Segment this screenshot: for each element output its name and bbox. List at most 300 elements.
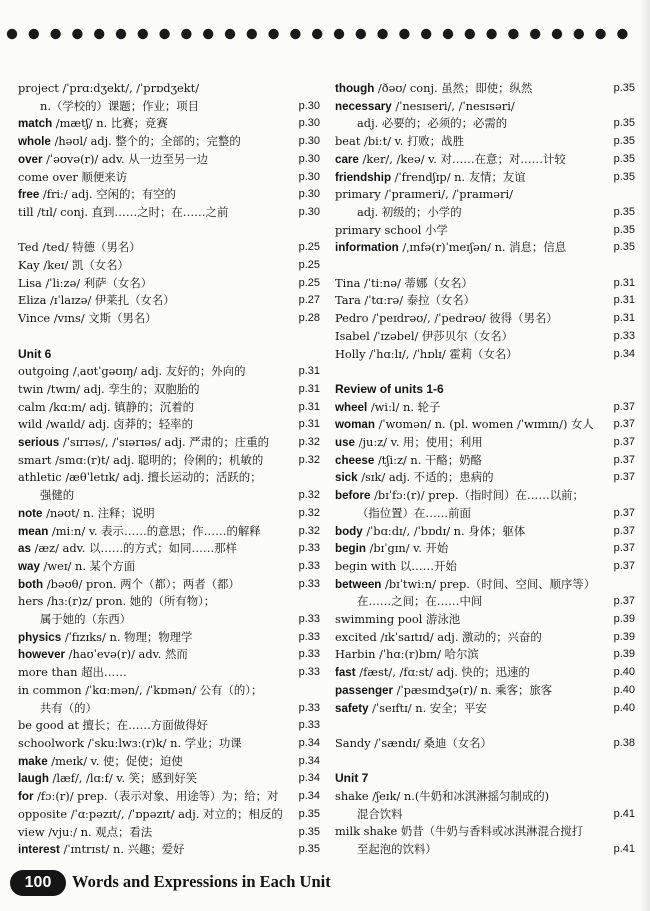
entry-definition-continued: 在……之间；在……中间	[357, 594, 483, 609]
entry-headword: Ted	[18, 240, 39, 255]
glossary-entry	[18, 133, 320, 151]
glossary-entry	[18, 275, 320, 293]
binding-hole	[203, 29, 213, 39]
glossary-entry	[18, 576, 320, 594]
entry-definition: /ˈliːzə/ 利萨（女名）	[45, 275, 153, 290]
entry-definition-continued: adj. 必要的；必须的；必需的	[357, 116, 508, 131]
entry-definition-continued: 共有（的）	[40, 700, 97, 715]
entry-definition: /læf/, /lɑːf/ v. 笑；感到好笑	[52, 771, 197, 786]
glossary-entry	[335, 523, 635, 541]
entry-definition: /ˈfɪzɪks/ n. 物理；物理学	[64, 629, 193, 644]
entry-page-reference: p.37	[613, 418, 635, 431]
binding-hole	[138, 29, 148, 39]
entry-page-reference: p.32	[298, 524, 320, 537]
entry-page-reference: p.35	[613, 152, 635, 165]
binding-hole	[94, 29, 104, 39]
entry-page-reference: p.33	[298, 701, 320, 714]
entry-page-reference: p.37	[613, 506, 635, 519]
entry-headword: primary school	[335, 222, 422, 237]
entry-definition: /ˈɪntrɪst/ n. 兴趣；爱好	[63, 842, 185, 857]
entry-headword: swimming pool	[335, 612, 423, 627]
glossary-entry	[18, 540, 320, 558]
glossary-entry	[335, 275, 635, 293]
entry-definition: /ˈseɪftɪ/ n. 安全；平安	[372, 700, 487, 715]
entry-definition: /sɪk/ adj. 不适的；患病的	[361, 470, 494, 485]
entry-definition: /ɪkˈsaɪtɪd/ adj. 激动的；兴奋的	[380, 629, 542, 644]
section-spacer	[335, 363, 635, 381]
entry-headword: twin	[18, 381, 44, 396]
entry-page-reference: p.33	[298, 542, 320, 555]
entry-headword: till	[18, 204, 34, 219]
entry-page-reference: p.31	[298, 418, 320, 431]
glossary-entry	[18, 523, 320, 541]
glossary-entry	[335, 823, 635, 858]
binding-hole	[225, 29, 235, 39]
section-spacer	[335, 717, 635, 735]
entry-headword: beat	[335, 134, 361, 149]
glossary-entry	[335, 416, 635, 434]
glossary-entry	[335, 222, 635, 240]
entry-definition: /nəʊt/ n. 注释；说明	[46, 505, 155, 520]
entry-definition: 擅长；在……方面做得好	[82, 718, 208, 733]
entry-headword: athletic	[18, 470, 62, 485]
glossary-entry	[335, 169, 635, 187]
entry-definition: /wiːl/ n. 轮子	[370, 399, 441, 414]
entry-page-reference: p.40	[613, 666, 635, 679]
binding-hole	[290, 29, 300, 39]
entry-page-reference: p.37	[613, 542, 635, 555]
glossary-entry	[335, 452, 635, 470]
entry-definition: /ɪˈlaɪzə/ 伊莱扎（女名）	[50, 293, 175, 308]
binding-hole	[72, 29, 82, 39]
glossary-entry	[18, 239, 320, 257]
entry-page-reference: p.25	[298, 259, 320, 272]
entry-headword: Holly	[335, 346, 366, 361]
glossary-entry	[18, 292, 320, 310]
entry-definition: /miːn/ v. 表示……的意思；作……的解释	[51, 523, 261, 538]
entry-page-reference: p.30	[298, 99, 320, 112]
entry-definition: /ʃeɪk/ n.(牛奶和冰淇淋摇匀制成的)	[372, 789, 550, 804]
entry-page-reference: p.34	[298, 736, 320, 749]
entry-page-reference: p.33	[298, 666, 320, 679]
entry-definition: /ˈfrendʃɪp/ n. 友情；友谊	[394, 169, 526, 184]
entry-headword: laugh	[18, 772, 49, 786]
binding-hole	[399, 29, 409, 39]
binding-holes-graphic	[0, 18, 650, 46]
section-spacer	[18, 328, 320, 346]
left-column	[18, 80, 320, 859]
binding-hole	[530, 29, 540, 39]
entry-definition-continued: （指位置）在……前面	[357, 505, 471, 520]
entry-page-reference: p.37	[613, 595, 635, 608]
entry-page-reference: p.33	[613, 329, 635, 342]
binding-hole	[50, 29, 60, 39]
entry-definition: 以……开始	[399, 558, 457, 573]
entry-definition: /ˈtɑːrə/ 泰拉（女名）	[364, 293, 476, 308]
binding-hole	[159, 29, 169, 39]
entry-definition: /weɪ/ n. 某个方面	[43, 558, 136, 573]
glossary-entry	[335, 151, 635, 169]
entry-page-reference: p.34	[298, 772, 320, 785]
binding-hole	[617, 29, 627, 39]
entry-definition-continued: 属于她的（东西）	[40, 612, 132, 627]
entry-headword: more than	[18, 665, 78, 680]
entry-definition: /ˈprɑːdʒekt/, /ˈprɒdʒekt/	[62, 81, 200, 95]
entry-page-reference: p.30	[298, 117, 320, 130]
entry-page-reference: p.35	[613, 241, 635, 254]
glossary-entry	[18, 753, 320, 771]
entry-page-reference: p.30	[298, 188, 320, 201]
glossary-entry	[18, 204, 320, 222]
entry-page-reference: p.37	[613, 524, 635, 537]
entry-page-reference: p.38	[613, 736, 635, 749]
entry-definition: /bɪˈfɔː(r)/ prep.（指时间）在……以前；	[374, 488, 584, 503]
binding-hole	[508, 29, 518, 39]
glossary-entry	[335, 328, 635, 346]
entry-page-reference: p.37	[613, 471, 635, 484]
binding-hole	[421, 29, 431, 39]
glossary-entry	[335, 346, 635, 364]
entry-definition: /ˈsændɪ/ 桑迪（女名）	[374, 735, 492, 750]
glossary-entry	[18, 452, 320, 470]
glossary-entry	[335, 611, 635, 629]
entry-page-reference: p.39	[613, 630, 635, 643]
glossary-entry	[18, 186, 320, 204]
entry-page-reference: p.39	[613, 613, 635, 626]
entry-headword: hers	[18, 594, 44, 609]
entry-page-reference: p.30	[298, 135, 320, 148]
glossary-entry	[335, 239, 635, 257]
entry-page-reference: p.31	[298, 400, 320, 413]
entry-definition-continued: 强健的	[40, 488, 75, 503]
glossary-entry	[18, 80, 320, 115]
entry-definition: /ðəʊ/ conj. 虽然；即使；纵然	[377, 81, 533, 95]
entry-definition: /friː/ adj. 空闲的；有空的	[42, 187, 176, 202]
entry-definition: /ˈtiːnə/ 蒂娜（女名）	[364, 275, 473, 290]
entry-headword: safety	[335, 701, 369, 715]
binding-hole	[334, 29, 344, 39]
entry-headword: whole	[18, 135, 51, 149]
glossary-entry	[335, 487, 635, 522]
entry-page-reference: p.33	[298, 630, 320, 643]
entry-page-reference: p.35	[298, 843, 320, 856]
glossary-entry	[18, 505, 320, 523]
entry-page-reference: p.37	[613, 453, 635, 466]
spiral-binding-holes	[0, 18, 650, 46]
entry-definition: /smɑː(r)t/ adj. 聪明的；伶俐的；机敏的	[55, 452, 264, 467]
entry-headword: friendship	[335, 170, 392, 184]
entry-definition: /biːt/ v. 打败；战胜	[364, 134, 464, 149]
glossary-entry	[18, 646, 320, 664]
glossary-entry	[18, 151, 320, 169]
entry-page-reference: p.33	[298, 648, 320, 661]
entry-headword: Harbin	[335, 647, 376, 662]
entry-page-reference: p.35	[613, 170, 635, 183]
entry-headword: for	[18, 790, 34, 804]
entry-definition: /ˈpæsɪndʒə(r)/ n. 乘客；旅客	[396, 682, 553, 697]
entry-page-reference: p.35	[613, 117, 635, 130]
entry-page-reference: p.32	[298, 436, 320, 449]
glossary-entry	[335, 700, 635, 718]
glossary-entry	[18, 434, 320, 452]
entry-page-reference: p.37	[613, 559, 635, 572]
glossary-entry	[18, 806, 320, 824]
entry-headword: fast	[335, 666, 356, 680]
entry-headword: however	[18, 648, 66, 662]
entry-definition: /ˈkɑːmən/, /ˈkɒmən/ 公有（的）；	[85, 682, 263, 697]
binding-hole	[7, 29, 17, 39]
binding-hole	[486, 29, 496, 39]
entry-headword: Isabel	[335, 328, 370, 343]
entry-headword: excited	[335, 629, 377, 644]
entry-headword: body	[335, 524, 363, 538]
entry-definition: /ˈhɑː(r)bɪn/ 哈尔滨	[379, 647, 479, 662]
entry-headword: calm	[18, 399, 46, 414]
entry-definition: /bɪˈtwiːn/ prep.（时间、空间、顺序等）	[385, 576, 596, 591]
glossary-entry	[18, 558, 320, 576]
entry-definition: /juːz/ v. 用；使用；利用	[358, 435, 483, 450]
entry-page-reference: p.33	[298, 559, 320, 572]
entry-headword: interest	[18, 843, 60, 857]
glossary-entry	[335, 646, 635, 664]
entry-definition: 游泳池	[426, 612, 461, 627]
entry-page-reference: p.37	[613, 400, 635, 413]
entry-definition: /ˈəʊvə(r)/ adv. 从一边至另一边	[46, 151, 209, 166]
entry-headword: match	[18, 117, 53, 131]
entry-headword: cheese	[335, 453, 375, 467]
entry-headword: Eliza	[18, 293, 47, 308]
entry-headword: view	[18, 824, 45, 839]
entry-definition: /æz/ adv. 以……的方式；如同……那样	[34, 541, 238, 556]
glossary-entry	[335, 576, 635, 611]
binding-hole	[356, 29, 366, 39]
entry-page-reference: p.33	[298, 577, 320, 590]
glossary-entry	[18, 363, 320, 381]
entry-page-reference: p.40	[613, 701, 635, 714]
entry-definition: /vjuː/ n. 观点；看法	[48, 824, 153, 839]
entry-definition: /meɪk/ v. 使；促使；迫使	[51, 753, 183, 768]
entry-definition: /fæst/, /fɑːst/ adj. 快的；迅速的	[359, 665, 530, 680]
glossary-entry	[335, 133, 635, 151]
entry-headword: begin with	[335, 558, 397, 573]
glossary-entry	[18, 169, 320, 187]
page-number-badge: 100	[10, 870, 66, 896]
glossary-entry	[18, 593, 320, 628]
glossary-entry	[18, 115, 320, 133]
entry-headword: Kay	[18, 258, 40, 273]
unit-heading: Unit 6	[18, 346, 52, 361]
glossary-entry	[18, 469, 320, 504]
entry-headword: use	[335, 436, 355, 450]
entry-page-reference: p.31	[613, 312, 635, 325]
entry-definition: /ˈhɑːlɪ/, /ˈhɒlɪ/ 霍莉（女名）	[369, 346, 518, 361]
glossary-entry	[335, 292, 635, 310]
entry-definition: 超出……	[81, 665, 127, 680]
entry-headword: though	[335, 82, 375, 95]
entry-definition: /ted/ 特德（男名）	[42, 240, 141, 255]
entry-headword: note	[18, 506, 43, 520]
entry-headword: milk shake	[335, 824, 398, 839]
entry-page-reference: p.34	[298, 754, 320, 767]
entry-page-reference: p.33	[298, 613, 320, 626]
entry-headword: schoolwork	[18, 735, 84, 750]
entry-headword: necessary	[335, 99, 392, 113]
glossary-entry	[18, 257, 320, 275]
entry-headword: care	[335, 152, 359, 166]
entry-headword: make	[18, 754, 48, 768]
binding-hole	[595, 29, 605, 39]
binding-hole	[181, 29, 191, 39]
glossary-entry	[335, 664, 635, 682]
entry-headword: opposite	[18, 806, 68, 821]
entry-headword: over	[18, 152, 43, 166]
entry-headword: Sandy	[335, 735, 371, 750]
entry-definition: /fɔː(r)/ prep.（表示对象、用途等）为；给；对	[37, 789, 279, 804]
entry-headword: free	[18, 188, 40, 202]
entry-headword: woman	[335, 418, 375, 432]
glossary-entry	[335, 399, 635, 417]
section-spacer	[335, 257, 635, 275]
entry-page-reference: p.31	[613, 294, 635, 307]
entry-definition: /ˌaʊtˈgəʊɪŋ/ adj. 友好的；外向的	[72, 364, 246, 379]
glossary-entry	[18, 770, 320, 788]
entry-definition: /mætʃ/ n. 比赛；竞赛	[55, 116, 168, 131]
entry-headword: before	[335, 489, 371, 503]
entry-headword: Lisa	[18, 275, 42, 290]
glossary-entry	[18, 664, 320, 682]
glossary-entry	[335, 434, 635, 452]
binding-hole	[552, 29, 562, 39]
entry-page-reference: p.33	[298, 719, 320, 732]
entry-definition-continued: 至起泡的饮料）	[357, 842, 437, 857]
entry-definition: /ˈpraɪmeri/, /ˈpraɪməri/	[384, 187, 513, 202]
entry-page-reference: p.25	[298, 241, 320, 254]
entry-page-reference: p.39	[613, 648, 635, 661]
entry-page-reference: p.41	[613, 843, 635, 856]
binding-hole	[443, 29, 453, 39]
entry-definition: /ˈwʊmən/ n. (pl. women /ˈwɪmɪn/) 女人	[378, 417, 594, 432]
entry-definition: 顺便来访	[81, 169, 128, 184]
glossary-entry	[18, 416, 320, 434]
entry-page-reference: p.28	[298, 312, 320, 325]
entry-headword: both	[18, 577, 44, 591]
entry-page-reference: p.35	[613, 223, 635, 236]
entry-definition-continued: 混合饮料	[357, 806, 403, 821]
glossary-entry	[18, 381, 320, 399]
binding-hole	[268, 29, 278, 39]
binding-hole	[247, 29, 257, 39]
entry-definition: /tʃiːz/ n. 干酪；奶酪	[377, 452, 482, 467]
entry-definition: 小学	[425, 222, 448, 237]
entry-definition: /ˈɪzəbel/ 伊莎贝尔（女名）	[373, 328, 514, 343]
unit-heading: Unit 7	[335, 771, 369, 786]
entry-headword: Pedro	[335, 311, 369, 326]
binding-hole	[116, 29, 126, 39]
entry-definition: /twɪn/ adj. 孪生的；双胞胎的	[46, 381, 200, 396]
entry-definition: /kɑːm/ adj. 镇静的；沉着的	[49, 399, 194, 414]
entry-definition: /ˈɑːpəzɪt/, /ˈɒpəzɪt/ adj. 对立的；相反的	[70, 806, 283, 821]
entry-headword: be good at	[18, 718, 79, 733]
entry-definition: /ˌɪnfə(r)ˈmeɪʃən/ n. 消息；信息	[402, 240, 567, 255]
entry-page-reference: p.30	[298, 152, 320, 165]
binding-hole	[29, 29, 39, 39]
glossary-entry	[18, 717, 320, 735]
entry-definition-continued: adj. 初级的；小学的	[357, 204, 462, 219]
entry-page-reference: p.40	[613, 683, 635, 696]
entry-page-reference: p.30	[298, 170, 320, 183]
glossary-entry	[18, 841, 320, 859]
entry-page-reference: p.35	[298, 825, 320, 838]
entry-headword: serious	[18, 436, 60, 450]
glossary-entry	[335, 540, 635, 558]
entry-definition: /bəʊθ/ pron. 两个（都）；两者（都）	[46, 576, 240, 591]
entry-definition: /æθˈletɪk/ adj. 擅长运动的；活跃的；	[65, 470, 262, 485]
entry-definition: /haʊˈevə(r)/ adv. 然而	[68, 647, 188, 662]
binding-hole	[312, 29, 322, 39]
entry-headword: project	[18, 81, 59, 95]
entry-headword: outgoing	[18, 364, 70, 379]
entry-page-reference: p.30	[298, 205, 320, 218]
entry-page-reference: p.31	[298, 382, 320, 395]
entry-page-reference: p.27	[298, 294, 320, 307]
glossary-entry	[335, 682, 635, 700]
entry-definition: /waɪld/ adj. 卤莽的；轻率的	[45, 417, 193, 432]
entry-page-reference: p.25	[298, 276, 320, 289]
entry-headword: between	[335, 577, 382, 591]
entry-definition: /ˈsɪrɪəs/, /ˈsɪərɪəs/ adj. 严肃的；庄重的	[62, 435, 270, 450]
entry-definition: /vɪns/ 文斯（男名）	[53, 311, 157, 326]
entry-headword: information	[335, 241, 399, 255]
glossary-entry	[18, 824, 320, 842]
section-spacer	[335, 753, 635, 771]
entry-definition: /tɪl/ conj. 直到……之时；在……之前	[37, 204, 229, 219]
entry-definition: /həʊl/ adj. 整个的；全部的；完整的	[54, 134, 241, 149]
entry-page-reference: p.41	[613, 807, 635, 820]
entry-definition: /hɜː(r)z/ pron. 她的（所有物）；	[47, 594, 216, 609]
entry-headword: as	[18, 542, 31, 556]
entry-headword: Tara	[335, 293, 361, 308]
glossary-entry	[335, 80, 635, 98]
glossary-entry	[335, 788, 635, 823]
entry-headword: wild	[18, 417, 43, 432]
entry-definition: /ˈbɑːdɪ/, /ˈbɒdɪ/ n. 身体；躯体	[366, 523, 526, 538]
entry-page-reference: p.35	[613, 205, 635, 218]
unit-heading: Review of units 1-6	[335, 381, 444, 396]
binding-hole	[465, 29, 475, 39]
entry-page-reference: p.35	[613, 82, 635, 94]
entry-page-reference: p.32	[298, 506, 320, 519]
glossary-entry	[335, 558, 635, 576]
glossary-entry	[18, 735, 320, 753]
binding-hole	[377, 29, 387, 39]
entry-definition: /ˈpeɪdrəʊ/, /ˈpedrəʊ/ 彼得（男名）	[372, 311, 558, 326]
entry-headword: in common	[18, 682, 82, 697]
glossary-entry	[335, 469, 635, 487]
entry-headword: way	[18, 559, 40, 573]
entry-page-reference: p.34	[613, 347, 635, 360]
glossary-entry	[335, 186, 635, 221]
glossary-entry	[18, 399, 320, 417]
glossary-entry	[18, 682, 320, 717]
entry-headword: sick	[335, 471, 358, 485]
entry-headword: Vince	[18, 311, 51, 326]
entry-definition: /bɪˈgɪn/ v. 开始	[369, 541, 449, 556]
glossary-entry	[18, 629, 320, 647]
entry-page-reference: p.32	[298, 489, 320, 502]
glossary-entry	[335, 98, 635, 133]
entry-page-reference: p.35	[613, 135, 635, 148]
entry-definition-continued: n.（学校的）课题；作业；项目	[40, 98, 200, 113]
